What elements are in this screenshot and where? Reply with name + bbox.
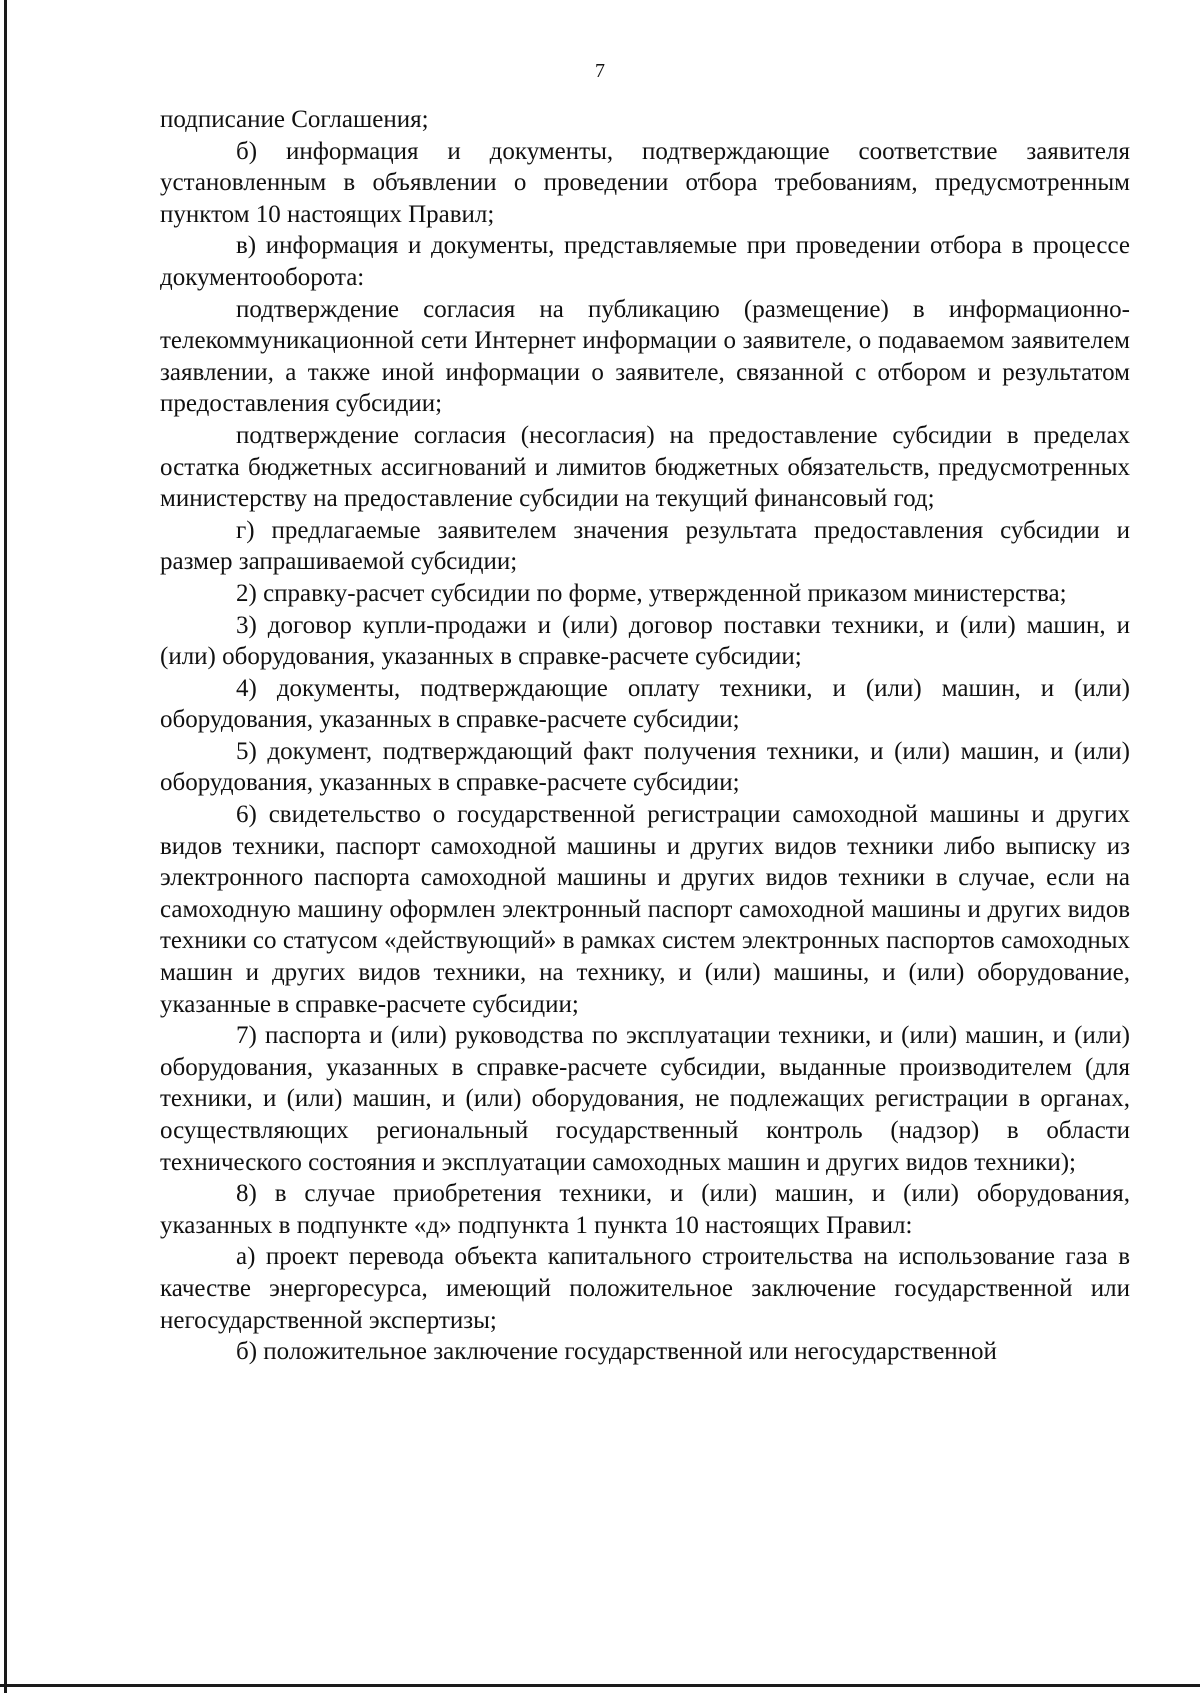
paragraph: б) информация и документы, подтверждающие соответствие заявителя установленным в объявлении о проведении отбора требованиям, предусмотренным пунктом 10 настоящих Правил; [160,137,1130,228]
scan-bottom-edge [0,1684,1200,1687]
paragraph: г) предлагаемые заявителем значения результата предоставления субсидии и размер запрашиваемой субсидии; [160,516,1130,576]
paragraph: 2) справку-расчет субсидии по форме, утвержденной приказом министерства; [236,579,1067,607]
paragraph: 6) свидетельство о государственной регистрации самоходной машины и других видов техники, паспорт самоходной машины и других видов техники либо выписку из электронного паспорта самоходной машины и других видов техники в случае, если на самоходную машину оформлен электронный паспорт самоходной машины и других видов техники со статусом «действующий» в рамках систем электронных паспортов самоходных машин и других видов техники, на технику, и (или) машины, и (или) оборудование, указанные в справке-расчете субсидии; [160,801,1130,1018]
paragraph: 5) документ, подтверждающий факт получения техники, и (или) машин, и (или) оборудования, указанных в справке-расчете субсидии; [160,737,1130,797]
paragraph: 3) договор купли-продажи и (или) договор поставки техники, и (или) машин, и (или) оборудования, указанных в справке-расчете субсидии; [160,611,1130,671]
paragraph: подтверждение согласия (несогласия) на предоставление субсидии в пределах остатка бюджетных ассигнований и лимитов бюджетных обязательств, предусмотренных министерству на предоставление субсидии на текущий финансовый год; [160,421,1130,513]
paragraph: 4) документы, подтверждающие оплату техники, и (или) машин, и (или) оборудования, указанных в справке-расчете субсидии; [160,674,1130,734]
document-body [160,104,1130,1368]
paragraph: в) информация и документы, представляемые при проведении отбора в процессе документооборота: [160,232,1130,291]
paragraph: подтверждение согласия на публикацию (размещение) в информационно-телекоммуникационной сети Интернет информации о заявителе, о подаваемом заявителем заявлении, а также иной информации о заявителе, связанной с отбором и результатом предоставления субсидии; [160,295,1130,418]
scan-left-edge [4,0,7,1693]
paragraph: 8) в случае приобретения техники, и (или) машин, и (или) оборудования, указанных в подпункте «д» подпункта 1 пункта 10 настоящих Правил: [160,1180,1130,1239]
paragraph: 7) паспорта и (или) руководства по эксплуатации техники, и (или) машин, и (или) оборудования, указанных в справке-расчете субсидии, выданные производителем (для техники, и (или) машин, и (или) оборудования, не подлежащих регистрации в органах, осуществляющих региональный государственный контроль (надзор) в области технического состояния и эксплуатации самоходных машин и других видов техники); [160,1022,1130,1176]
paragraph: а) проект перевода объекта капитального строительства на использование газа в качестве энергоресурса, имеющий положительное заключение государственной или негосударственной экспертизы; [160,1243,1130,1334]
paragraph: б) положительное заключение государственной или негосударственной [236,1338,997,1366]
page-number: 7 [595,60,605,82]
paragraph: подписание Соглашения; [160,106,429,133]
